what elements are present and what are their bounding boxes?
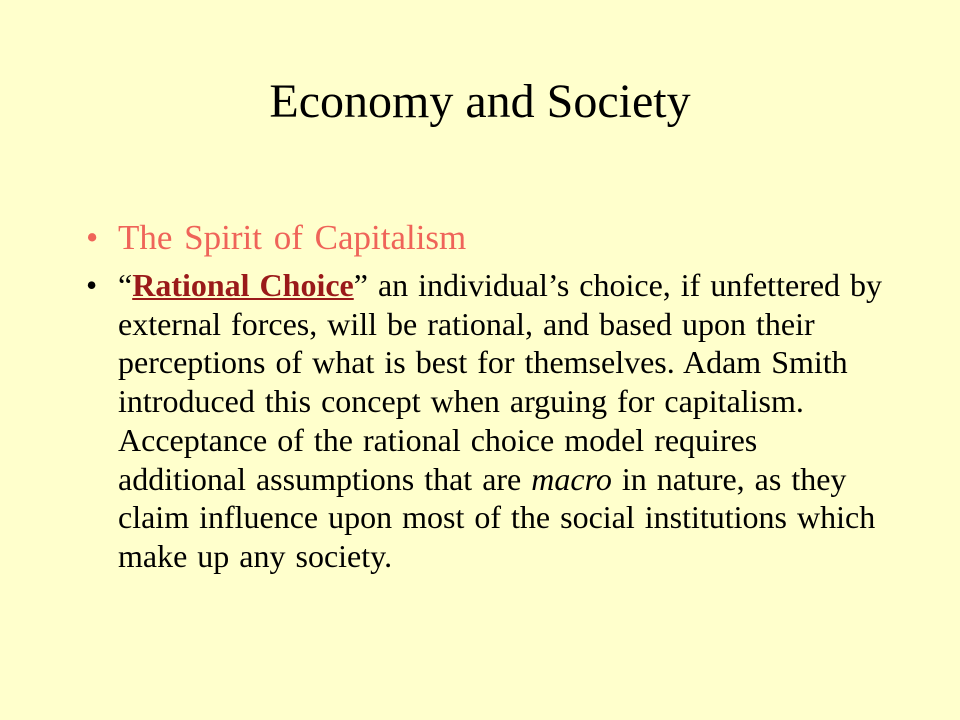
bullet-body-text — [118, 266, 938, 576]
slide-title: Economy and Society — [269, 75, 691, 128]
rational-choice-link[interactable]: Rational Choice — [132, 267, 354, 303]
bullet-marker: • — [86, 267, 98, 303]
macro-emphasis: macro — [531, 460, 612, 497]
bullet-item-spirit-of-capitalism — [0, 218, 960, 257]
open-quote: “ — [118, 267, 133, 303]
bullet-marker: • — [86, 218, 99, 257]
bullet-heading-text: The Spirit of Capitalism — [118, 218, 467, 257]
body-text-part-1: ” an individual’s choice, if unfettered by external forces, will be rational, and based upon their perceptions of what is best for themselves. Adam Smith introduced this concept when arguing for capitalism. Acceptance of the rational choice model requires additional assumptions that are — [118, 267, 883, 497]
body-text-part-2: in nature, as they claim influence upon most of the social institutions which make up any society. — [118, 460, 876, 574]
